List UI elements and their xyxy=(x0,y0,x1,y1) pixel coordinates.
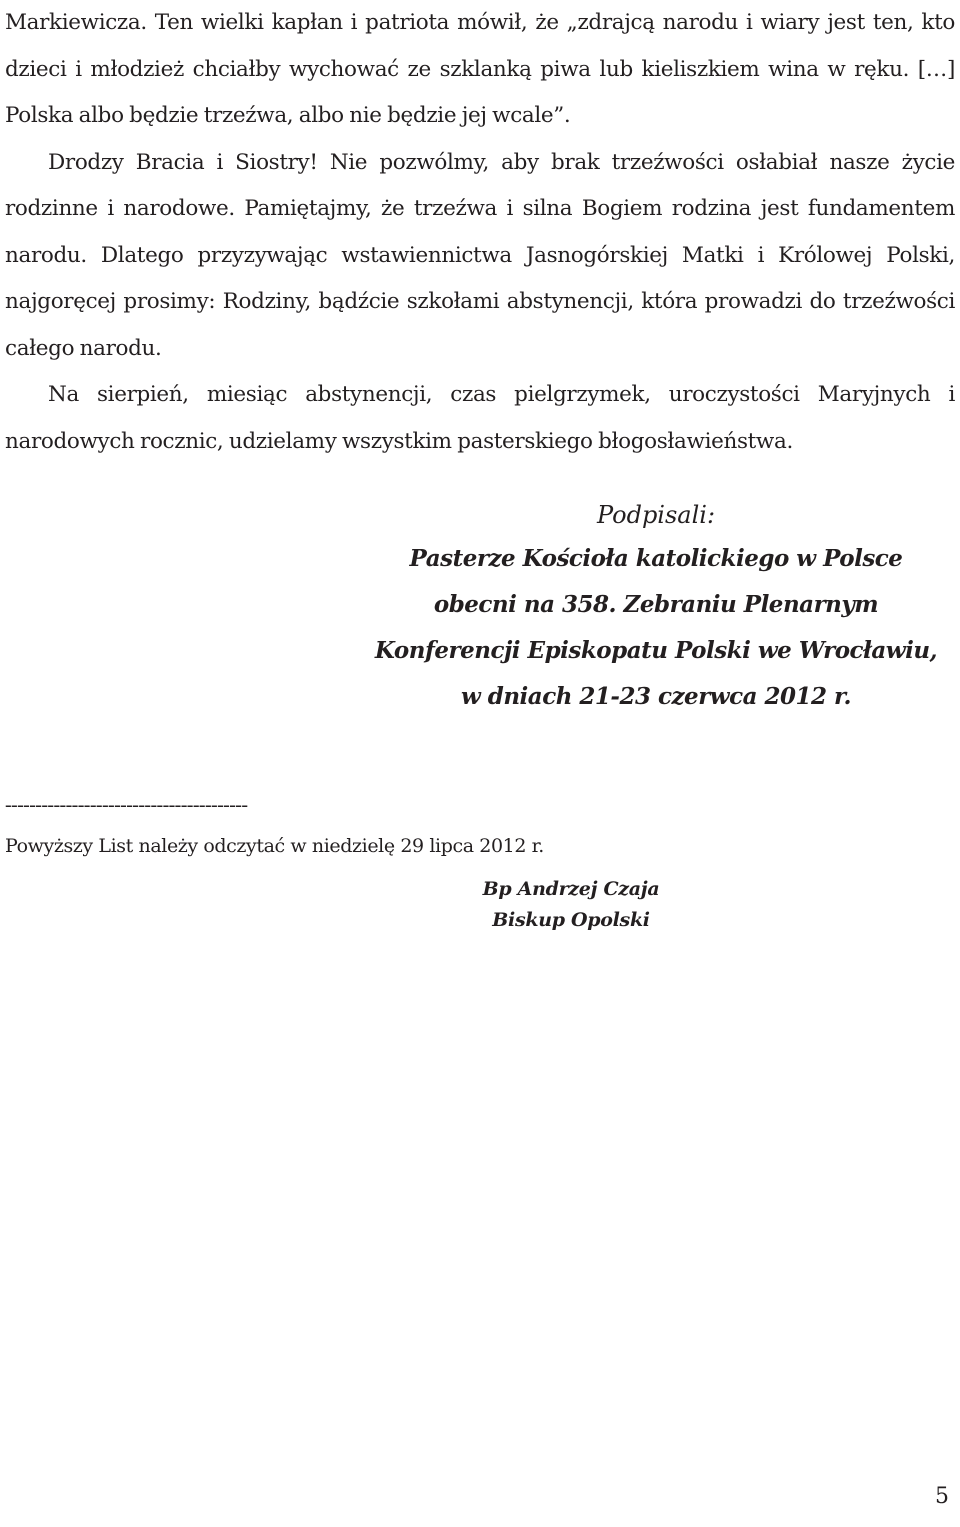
bishop-name: Bp Andrzej Czaja xyxy=(482,878,660,900)
signature-label: Podpisali: xyxy=(596,501,716,529)
signature-line-2: obecni na 358. Zebraniu Plenarnym xyxy=(433,591,879,618)
bishop-title: Biskup Opolski xyxy=(492,909,650,931)
page-number: 5 xyxy=(935,1484,949,1509)
signature-line-1: Pasterze Kościoła katolickiego w Polsce xyxy=(409,545,903,572)
signature-line-4: w dniach 21-23 czerwca 2012 r. xyxy=(460,683,852,710)
paragraph-1: Markiewicza. Ten wielki kapłan i patriota mówił, że „zdrajcą narodu i wiary jest ten, kto dzieci i młodzież chciałby wychować ze szklanką piwa lub kieliszkiem wina w ręku. […] Polska albo będzie trzeźwa, albo nie będzie jej wcale”. xyxy=(5,10,955,128)
signature-block xyxy=(0,536,960,720)
signature-line-3: Konferencji Episkopatu Polski we Wrocławiu, xyxy=(374,637,938,664)
paragraph-2: Drodzy Bracia i Siostry! Nie pozwólmy, aby brak trzeźwości osłabiał nasze życie rodzinne i narodowe. Pamiętajmy, że trzeźwa i silna Bogiem rodzina jest fundamentem narodu. Dlatego przyzywając wstawiennictwa Jasnogórskiej Matki i Królowej Polski, najgoręcej prosimy: Rodziny, bądźcie szkołami abstynencji, która prowadzi do trzeźwości całego narodu. xyxy=(5,149,955,361)
footnote: Powyższy List należy odczytać w niedzielę 29 lipca 2012 r. xyxy=(5,835,544,857)
footnote-divider: ---------------------------------------- xyxy=(5,794,248,816)
letter-body xyxy=(5,0,955,465)
paragraph-3: Na sierpień, miesiąc abstynencji, czas pielgrzymek, uroczystości Maryjnych i narodowych rocznic, udzielamy wszystkim pasterskiego błogosławieństwa. xyxy=(5,382,955,454)
bishop-signature xyxy=(0,874,960,936)
